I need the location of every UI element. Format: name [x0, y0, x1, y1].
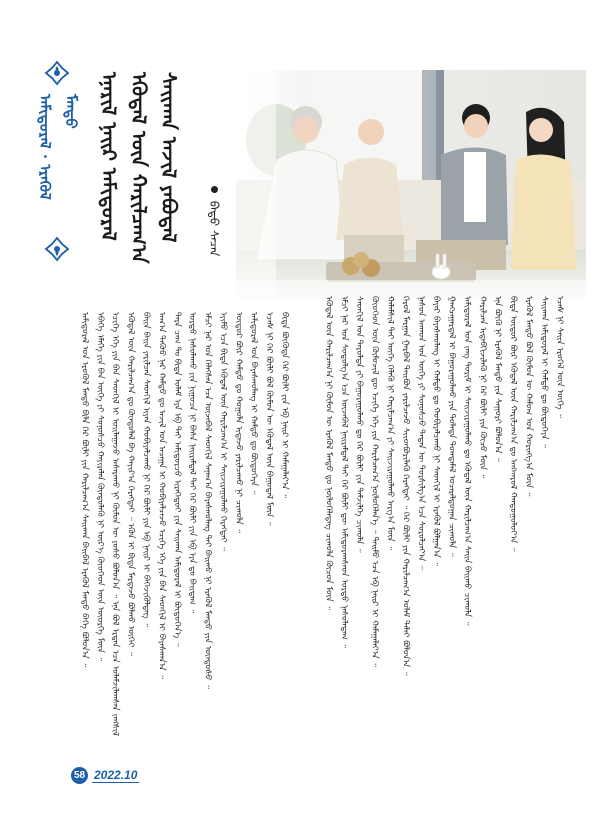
- text-column: ᠬᠦᠦᠬᠡᠳ ᠦᠨ ᠬᠦᠮᠦᠵᠢᠯ ᠳᠦ ᠡᠴᠢᠭᠡ ᠡᠬᠡ ᠶᠢᠨ ᠬᠠᠷᠢᠯᠴᠠᠭ᠎ᠠ ᠨᠦᠯᠦᠭᠡᠯᠡᠨ᠎ᠡ ᠃ ᠲᠡᠢᠮᠦ ᠡᠴᠡ ᠡᠪ ᠨᠠᠢᠷ ᠢ ᠬᠠᠮᠠᠭᠠᠯᠠᠶ᠎ᠠ ᠃: [369, 296, 380, 668]
- text-column: ᠨᠠᠰᠤᠨ ᠠᠬᠠᠳ ᠤᠨ ᠦᠭᠡ ᠶᠢ ᠰᠣᠨᠣᠰᠴᠤ ᠲᠡᠳᠡᠨ ᠦ ᠲᠤᠷᠰᠢᠯᠭ᠎ᠠ ᠡᠴᠡ ᠰᠤᠷᠤᠯᠴᠠᠶ᠎ᠠ ᠃: [415, 296, 426, 570]
- article-headline-line-2: ᠡᠭᠦᠳᠡᠯ ᠦᠨ ᠬᠠᠷᠢᠯᠴᠠᠭ᠎ᠠ: [127, 72, 151, 264]
- page-folio: [71, 767, 139, 784]
- author-name: ᠪᠠᠲᠤ ᠰᠡᠴᠡᠨ: [207, 200, 221, 257]
- text-column: ᠡᠭᠦᠳᠡᠯ ᠦᠨ ᠬᠠᠷᠢᠯᠴᠠᠭ᠎ᠠ ᠳᠤ ᠬᠦᠨᠳᠦᠯᠡᠯ ᠪᠠ ᠬᠠᠶᠢᠷ᠎ᠠ ᠬᠡᠷᠡᠭᠲᠡᠢ ᠃ ᠡᠭᠦᠨ ᠢ ᠪᠢᠳᠡ ᠮᠠᠷᠲᠠᠵᠤ ᠪᠣᠯᠬᠤ ᠦᠭᠡᠢ ᠃: [125, 312, 136, 656]
- text-column: ᠪᠢᠳᠡ ᠪᠦᠬᠦᠳᠡ ᠭᠡᠷ ᠪᠦᠯᠢ ᠶᠢᠨ ᠡᠪ ᠨᠠᠢᠷ ᠢ ᠬᠠᠮᠠᠭᠠᠯᠠᠶ᠎ᠠ ᠃: [279, 312, 290, 499]
- author-byline: [204, 186, 225, 266]
- section-title: ᠠᠮᠢᠳᠤᠷᠠᠯ · ᠡᠷᠡᠭᠦᠯ ᠮᠡᠨᠳᠦ: [36, 94, 80, 200]
- text-column: ᠲᠡᠷᠡ ᠴᠠᠭ ᠲᠤ ᠪᠢᠳᠡ ᠤᠯᠠᠮ ᠡᠶᠡ ᠡᠪ ᠲᠡᠢ ᠠᠮᠢᠳᠤᠷᠴᠤ ᠢᠷᠡᠭᠡᠳᠦᠢ ᠶᠢᠨ ᠰᠠᠢᠬᠠᠨ ᠠᠮᠢᠳᠤᠷᠠᠯ ᠢ ᠪᠦᠲᠦᠭᠡᠨ᠎ᠡ ᠃: [171, 312, 182, 647]
- text-column: ᠡᠴᠡᠰ ᠨᠢ ᠰᠠᠢᠨ ᠡᠷᠦᠭᠡᠯ ᠦᠨ ᠦᠭᠡ ᠃: [554, 296, 565, 418]
- text-column: ᠡᠴᠡᠰ ᠨᠢ ᠭᠡᠷ ᠪᠦᠯᠢ ᠪᠣᠯ ᠬᠦᠮᠦᠨ ᠦ ᠡᠭᠦᠳᠡᠯ ᠦᠨ ᠪᠠᠭᠤᠳᠠᠯ ᠮᠥᠨ ᠃: [264, 312, 275, 526]
- text-column: ᠭᠠᠩᠴᠠᠭᠠᠷᠳᠠᠯ ᠢ ᠪᠠᠭᠤᠷᠠᠭᠤᠯᠬᠤ ᠶᠢᠨ ᠲᠤᠯᠠᠳᠠ ᠲᠣᠭᠲᠠᠮᠠᠯ ᠤᠴᠠᠷᠠᠯᠳᠤᠭᠠᠨ ᠴᠢᠬᠤᠯᠠ ᠃: [446, 296, 457, 557]
- text-column: ᠬᠡᠷᠦᠯ ᠮᠠᠷᠭᠠᠨ ᠭᠠᠷᠪᠠᠯ ᠲᠠᠢᠪᠤᠨ ᠶᠠᠷᠢᠯᠴᠠᠵᠤ ᠰᠢᠢᠳᠪᠦᠷᠢᠯᠡᠬᠦ ᠬᠡᠷᠡᠭᠲᠡᠢ ᠃ ᠭᠡᠷ ᠪᠦᠯᠢ ᠶᠢᠨ ᠬᠠᠷᠢᠯᠴᠠᠭ᠎ᠠ ᠤᠯᠠᠮ ᠳᠠᠯᠠᠢ ᠪᠣᠯᠤᠨ᠎ᠠ ᠃: [400, 296, 411, 676]
- text-column: ᠪᠢᠳᠡ ᠦᠳᠦᠷ ᠪᠦᠷ ᠡᠭᠦᠳᠡᠯ ᠦᠨ ᠬᠠᠷᠢᠯᠴᠠᠭ᠎ᠠ ᠳᠤ ᠠᠩᠬᠠᠷᠤᠯ ᠬᠠᠨᠳᠤᠭᠤᠯᠤᠶ᠎ᠠ ᠃: [508, 296, 519, 552]
- text-column: ᠡᠴᠢᠭᠡ ᠡᠬᠡ ᠶᠢᠨ ᠪᠠᠨ ᠰᠡᠳᠬᠢᠯ ᠢ ᠣᠢᠯᠠᠭᠠᠵᠤ ᠠᠰᠠᠷᠠᠬᠤ ᠨᠢ ᠬᠦᠮᠦᠨ ᠦ ᠶᠣᠰᠣ ᠪᠣᠯᠤᠨ᠎ᠠ ᠃ ᠡᠨᠡ ᠪᠣᠯ ᠡᠷᠲᠡᠨ ᠡᠴᠡ ᠤᠯᠠᠮᠵᠢᠯᠠᠭᠰᠠᠨ ᠵᠠᠩᠰᠢᠯ: [110, 312, 121, 736]
- text-column: ᠦᠳᠦᠷ ᠪᠦᠷ ᠬᠠᠮᠲᠤ ᠳᠤ ᠬᠣᠭᠣᠯᠠ ᠢᠳᠡᠵᠦ ᠶᠠᠷᠢᠯᠴᠠᠬᠤ ᠨᠢ ᠴᠢᠬᠤᠯᠠ ᠃: [233, 312, 244, 534]
- family-photo: [236, 70, 586, 300]
- text-column: ᠠᠬ᠎ᠠ ᠳᠡᠭᠦᠦ ᠨᠠᠷ ᠬᠠᠮᠲᠤ ᠳᠤ ᠠᠵᠢᠯ ᠤᠨ ᠠᠴᠠᠭᠠ ᠢ ᠬᠤᠪᠢᠶᠠᠯᠴᠠᠵᠤ ᠡᠴᠢᠭᠡ ᠡᠬᠡ ᠶᠢᠨ ᠪᠠᠨ ᠰᠡᠳᠬᠢᠯ ᠢ ᠪᠠᠶᠠᠰᠬᠠᠨ᠎ᠠ ᠃: [156, 312, 167, 680]
- text-column: ᠡᠮᠴᠢ ᠨᠠᠷ ᠤᠨ ᠬᠡᠯᠡᠭᠰᠡᠨ ᠡᠴᠡ ᠦᠵᠡᠪᠡᠯ ᠰᠡᠳᠬᠢᠯ ᠰᠠᠨᠠᠭ᠎ᠠ ᠪᠠᠶᠠᠰᠬᠤᠯᠠᠩ ᠲᠠᠢ ᠪᠠᠢᠬᠤ ᠨᠢ ᠡᠷᠡᠭᠦᠯ ᠮᠡᠨᠳᠦ ᠶᠢᠨ ᠦᠨᠳᠦᠰᠦ ᠃: [202, 312, 213, 689]
- text-column: ᠬᠠᠯᠠᠮᠰᠢᠯ ᠲᠠᠢ ᠦᠭᠡ ᠬᠡᠯᠡᠬᠦ ᠨᠢ ᠬᠠᠷᠢᠯᠴᠠᠭ᠎ᠠ ᠶᠢ ᠰᠠᠢᠵᠢᠷᠠᠭᠤᠯᠬᠤ ᠠᠷᠭ᠎ᠠ ᠮᠥᠨ ᠃: [384, 296, 395, 551]
- text-column: ᠠᠮᠢᠳᠤᠷᠠᠯ ᠤᠨ ᠪᠠᠶᠠᠰᠬᠤᠯᠠᠩ ᠢ ᠬᠠᠮᠲᠤ ᠳᠤ ᠪᠦᠲᠦᠭᠡᠶᠡ ᠃: [248, 312, 259, 495]
- article-headline-line-3: ᠰᠠᠢᠬᠠᠨ ᠠᠵᠢᠯ ᠶᠠᠪᠤᠳᠠᠯ: [157, 72, 181, 243]
- text-column: ᠠᠮᠢᠳᠤᠷᠠᠯ ᠤᠨ ᠵᠠᠩ ᠲᠣᠷᠢᠮ ᠢ ᠰᠠᠢᠵᠢᠷᠠᠭᠤᠯᠬᠤ ᠳᠤ ᠡᠭᠦᠳᠡᠯ ᠦᠨ ᠬᠠᠷᠢᠯᠴᠠᠭ᠎ᠠ ᠰᠠᠢᠨ ᠪᠠᠢᠬᠤ ᠴᠢᠬᠤᠯᠠ ᠃: [461, 296, 472, 626]
- issue-date: 2022.10: [94, 768, 138, 782]
- text-column: ᠠᠮᠢᠳᠤᠷᠠᠯ ᠤᠨ ᠡᠷᠦᠬᠦᠯ ᠮᠡᠨᠳᠦ ᠪᠢᠯᠡ ᠭᠡᠷ ᠪᠦᠯᠢ ᠶᠢᠨ ᠬᠠᠷᠢᠯᠴᠠᠭ᠎ᠠ ᠰᠠᠢᠬᠠᠨ ᠪᠠᠢᠪᠠᠯ ᠡᠷᠡᠭᠦᠯ ᠮᠡᠨᠳᠦ ᠪᠡᠬᠡ ᠪᠣᠯᠤᠨ᠎ᠠ ᠃: [79, 312, 90, 668]
- ornament-top-icon: [44, 60, 70, 86]
- text-column: ᠡᠷᠡᠭᠦᠯ ᠮᠡᠨᠳᠦ ᠪᠣᠯ ᠬᠦᠮᠦᠨ ᠦ ᠬᠠᠮᠤᠭ ᠤᠨ ᠬᠣᠷᠢᠩᠭ᠎ᠠ ᠮᠥᠨ ᠃: [523, 296, 534, 497]
- text-column: ᠬᠠᠷᠢᠯᠴᠠᠨ ᠢᠳᠡᠪᠬᠢᠵᠢᠯᠡᠬᠦ ᠨᠢ ᠭᠡᠷ ᠪᠦᠯᠢ ᠶᠢᠨ ᠬᠦᠴᠦ ᠮᠥᠨ ᠃: [477, 296, 488, 479]
- text-column: ᠡᠪᠡᠭᠡ ᠡᠮᠡᠭᠡ ᠶᠢᠨ ᠪᠠᠨ ᠦᠭᠡ ᠶᠢ ᠰᠣᠨᠣᠰᠴᠤ ᠬᠠᠶᠢᠷᠠᠯᠠᠨ ᠬᠦᠨᠳᠦᠯᠡᠬᠦ ᠨᠢ ᠦᠷ᠎ᠡ ᠬᠦᠦᠬᠡᠳ ᠦᠨ ᠦᠦᠷᠭᠡ ᠮᠦᠨ ᠃: [94, 312, 105, 662]
- text-column: ᠪᠠᠶᠠᠷ ᠪᠠᠶᠠᠰᠬᠤᠯᠠᠩ ᠢ ᠬᠠᠮᠲᠤ ᠳᠤ ᠬᠤᠪᠢᠶᠠᠯᠴᠠᠬᠤ ᠨᠢ ᠰᠡᠳᠬᠢᠯ ᠢ ᠡᠷᠡᠭᠦᠯ ᠪᠣᠯᠭᠠᠨ᠎ᠠ ᠃: [431, 296, 442, 567]
- bullet-icon: [211, 186, 218, 193]
- body-text-block-left: [76, 312, 308, 736]
- ornament-bottom-icon: [44, 236, 70, 262]
- text-column: ᠡᠭᠦᠳᠡᠯ ᠦᠨ ᠬᠠᠷᠢᠯᠴᠠᠭ᠎ᠠ ᠨᠢ ᠬᠦᠮᠦᠨ ᠦ ᠡᠷᠡᠭᠦᠯ ᠮᠡᠨᠳᠦ ᠳᠤ ᠨᠦᠯᠦᠭᠡᠯᠡᠳᠡᠭ ᠴᠢᠬᠤᠯᠠ ᠬᠦᠴᠦᠨ ᠮᠥᠨ ᠃: [323, 296, 334, 611]
- page-number: 58: [71, 767, 88, 784]
- text-column: ᠪᠠᠢᠨ ᠪᠠᠢᠨ ᠶᠠᠷᠢᠯᠴᠠᠨ ᠰᠡᠳᠬᠢᠯ ᠢᠶᠡᠨ ᠬᠤᠪᠢᠶᠠᠯᠴᠠᠬᠤ ᠨᠢ ᠭᠡᠷ ᠪᠦᠯᠢ ᠶᠢᠨ ᠡᠪ ᠨᠠᠢᠷ ᠢ ᠪᠡᠬᠡᠵᠢᠭᠦᠯᠳᠡᠭ ᠃: [140, 312, 151, 628]
- text-column: ᠡᠶᠢᠮᠦ ᠡᠴᠡ ᠪᠢᠳᠡ ᠡᠭᠦᠳᠡᠯ ᠦᠨ ᠬᠠᠷᠢᠯᠴᠠᠭ᠎ᠠ ᠢ ᠰᠠᠢᠵᠢᠷᠠᠭᠤᠯᠬᠤ ᠬᠡᠷᠡᠭᠲᠡᠢ ᠃: [217, 312, 228, 551]
- text-column: ᠤᠷᠲᠤ ᠨᠠᠰᠤᠯᠠᠬᠤ ᠶᠢᠨ ᠨᠢᠭᠤᠴᠠ ᠨᠢ ᠪᠠᠰᠠ ᠨᠠᠢᠷᠠᠮᠳᠠᠯ ᠲᠠᠢ ᠭᠡᠷ ᠪᠦᠯᠢ ᠶᠢᠨ ᠡᠪ ᠡᠶᠡ ᠳᠤ ᠪᠠᠢᠳᠠᠭ ᠃: [187, 312, 198, 614]
- text-column: ᠰᠠᠢᠬᠠᠨ ᠠᠮᠢᠳᠤᠷᠠᠯ ᠢ ᠬᠠᠮᠲᠤ ᠳᠤ ᠪᠦᠲᠦᠭᠡᠶᠡ ᠃: [538, 296, 549, 448]
- body-text-block-right: [320, 296, 586, 752]
- article-headline-line-1: ᠡᠨᠡᠷᠢᠯ ᠨᠠᠢᠷ ᠠᠮᠢᠳᠤᠷᠠᠯ: [97, 72, 121, 241]
- text-column: ᠰᠡᠳᠬᠢᠯ ᠤᠨ ᠳᠠᠷᠤᠯᠲᠠ ᠶᠢ ᠪᠠᠭᠤᠷᠠᠭᠤᠯᠬᠤ ᠳᠤ ᠭᠡᠷ ᠪᠦᠯᠢ ᠶᠢᠨ ᠳᠡᠮᠵᠢᠯᠭᠡ ᠴᠢᠬᠤᠯᠠ ᠃: [354, 296, 365, 553]
- text-column: ᠡᠮᠴᠢ ᠨᠠᠷ ᠤᠨ ᠰᠤᠳᠤᠯᠭ᠎ᠠ ᠡᠴᠡ ᠦᠵᠡᠪᠡᠯ ᠨᠠᠢᠷᠠᠮᠳᠠᠯ ᠲᠠᠢ ᠭᠡᠷ ᠪᠦᠯᠢ ᠳᠦ ᠠᠮᠢᠳᠤᠷᠠᠭᠰᠠᠳ ᠤᠷᠲᠤ ᠨᠠᠰᠤᠯᠠᠳᠠᠭ ᠃: [338, 296, 349, 649]
- text-column: ᠡᠨᠡ ᠪᠦᠬᠦ ᠨᠢ ᠡᠷᠡᠭᠦᠯ ᠮᠡᠨᠳᠦ ᠶᠢᠨ ᠰᠠᠭᠤᠷᠢ ᠪᠣᠯᠤᠨ᠎ᠠ ᠃: [492, 296, 503, 462]
